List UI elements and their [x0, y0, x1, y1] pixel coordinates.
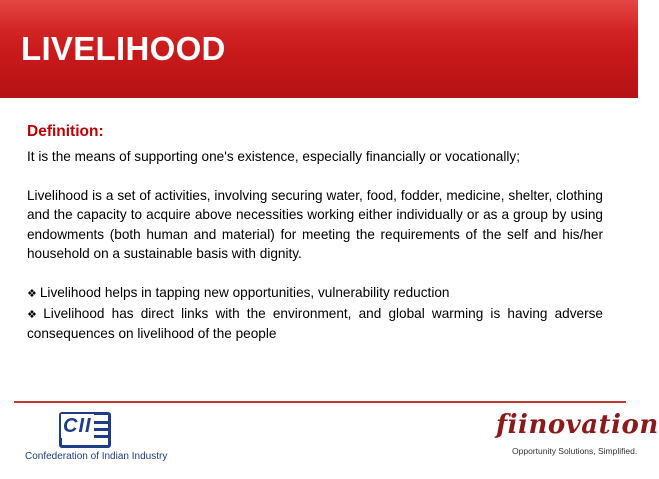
bullet-item [27, 304, 603, 344]
definition-heading: Definition: [27, 123, 104, 140]
cii-logo-text: CII [63, 415, 92, 437]
bullet-text: Livelihood helps in tapping new opportunities, vulnerability reduction [39, 284, 450, 300]
fiinovation-tagline: Opportunity Solutions, Simplified. [512, 446, 638, 456]
definition-text: It is the means of supporting one's existence, especially financially or vocationally; [27, 149, 520, 164]
bullet-item [27, 283, 603, 304]
spacer [27, 167, 603, 186]
slide-content [27, 122, 603, 344]
livelihood-paragraph: Livelihood is a set of activities, involving securing water, food, fodder, medicine, shelter, clothing and the capacity to acquire above necessities working either individually or as a group by using endowments (both human and material) for meeting the requirements of the self and his/her household on a sustainable basis with dignity. [27, 187, 603, 262]
fiinovation-logo [492, 408, 659, 470]
footer-divider [14, 401, 626, 403]
slide-title: LIVELIHOOD [21, 30, 226, 67]
diamond-bullet-icon: ❖ [27, 286, 37, 300]
title-bar-shine [0, 0, 638, 30]
cii-logo [25, 412, 168, 472]
title-bar [0, 0, 638, 98]
bullet-text: Livelihood has direct links with the environment, and global warming is having adverse consequences on livelihood of the people [27, 305, 603, 342]
fiinovation-wordmark: fiinovation [496, 410, 659, 440]
cii-full-name: Confederation of Indian Industry [25, 451, 168, 462]
diamond-bullet-icon: ❖ [27, 307, 41, 321]
spacer [27, 264, 603, 283]
